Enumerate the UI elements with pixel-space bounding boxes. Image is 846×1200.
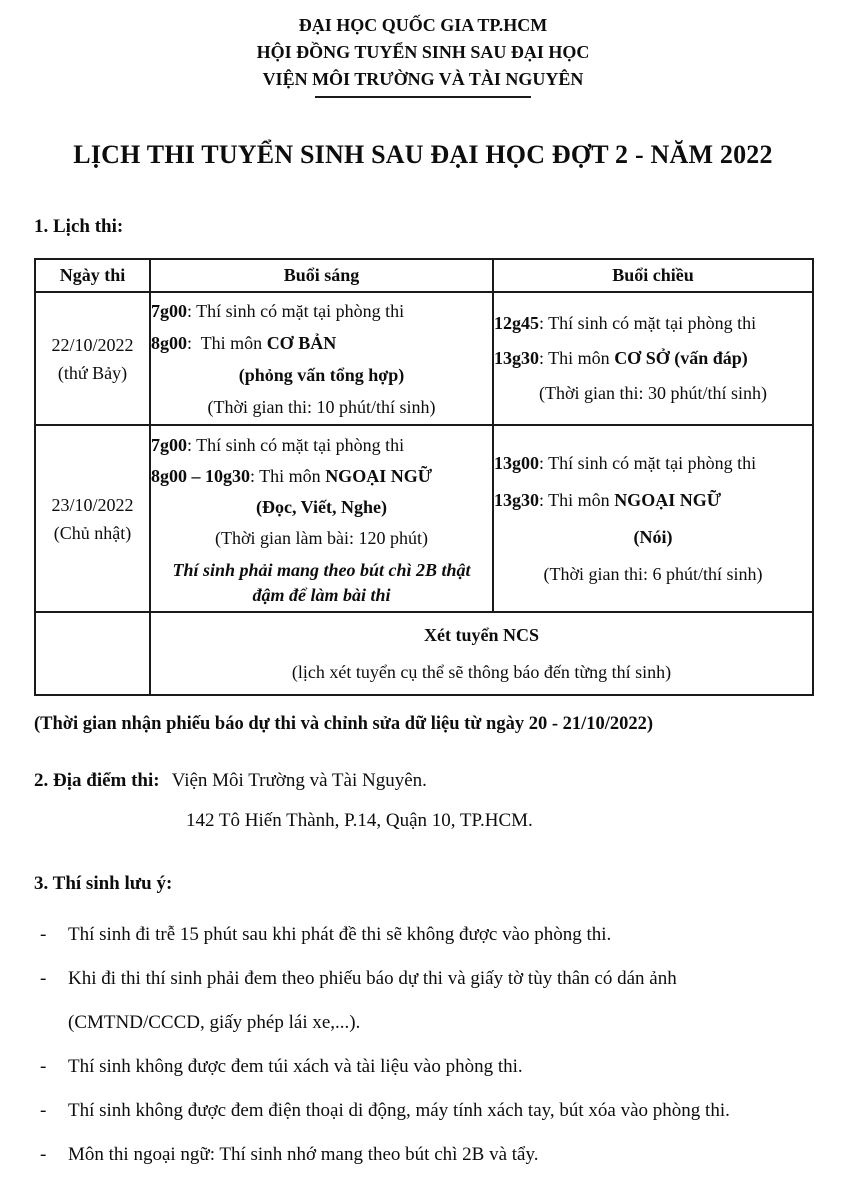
bullet-marker: - — [40, 968, 47, 989]
time-value: 13g30 — [494, 348, 539, 368]
letterhead-org-line3: VIỆN MÔI TRƯỜNG VÀ TÀI NGUYÊN — [262, 69, 584, 89]
schedule-text: : Thi môn — [539, 348, 615, 368]
weekday-value: (thứ Bảy) — [57, 362, 128, 383]
duration-note: (Thời gian làm bài: 120 phút) — [215, 527, 428, 548]
date-value: 23/10/2022 — [51, 494, 134, 515]
letterhead — [34, 12, 812, 98]
venue-name: Viện Môi Trường và Tài Nguyên. — [171, 770, 427, 791]
schedule-line — [494, 445, 812, 482]
schedule-line — [494, 482, 812, 519]
time-value: 12g45 — [494, 313, 539, 333]
schedule-line — [494, 341, 812, 376]
ncs-admission-cell — [150, 612, 813, 695]
schedule-text: : Thí sinh có mặt tại phòng thi — [187, 434, 405, 455]
bullet-marker: - — [40, 1100, 47, 1121]
ncs-title: Xét tuyển NCS — [424, 624, 539, 645]
ncs-note: (lịch xét tuyển cụ thể sẽ thông báo đến từng thí sinh) — [291, 661, 672, 682]
date-value: 22/10/2022 — [51, 334, 134, 355]
schedule-text: : Thí sinh có mặt tại phòng thi — [539, 452, 757, 473]
schedule-line — [151, 327, 492, 359]
list-item — [34, 957, 812, 1045]
morning-cell-day2 — [150, 425, 493, 612]
list-item — [34, 1133, 812, 1177]
schedule-line — [151, 295, 492, 327]
registration-period-note: (Thời gian nhận phiếu báo dự thi và chỉnh sửa dữ liệu từ ngày 20 - 21/10/2022) — [34, 714, 654, 734]
subject-name: NGOẠI NGỮ — [325, 465, 433, 486]
column-header-morning: Buổi sáng — [150, 259, 493, 292]
time-value: 7g00 — [151, 300, 187, 321]
subject-name: CƠ SỞ (vấn đáp) — [614, 348, 748, 368]
list-item — [34, 1045, 812, 1089]
empty-cell — [35, 612, 150, 695]
list-item-text: Môn thi ngoại ngữ: Thí sinh nhớ mang theo bút chì 2B và tẩy. — [68, 1144, 539, 1165]
time-value: 8g00 — [151, 332, 187, 353]
table-row-day1 — [35, 292, 813, 425]
venue-address: 142 Tô Hiến Thành, P.14, Quận 10, TP.HCM. — [186, 810, 533, 831]
time-value: 7g00 — [151, 434, 187, 455]
section2-location — [34, 761, 812, 841]
morning-cell-day1 — [150, 292, 493, 425]
schedule-line — [151, 430, 492, 461]
weekday-value: (Chủ nhật) — [53, 522, 132, 543]
date-cell-day1 — [35, 292, 150, 425]
letterhead-org-line1: ĐẠI HỌC QUỐC GIA TP.HCM — [298, 15, 548, 35]
column-header-afternoon: Buổi chiều — [493, 259, 813, 292]
pencil-reminder-note: Thí sinh phải mang theo bút chì 2B thật đậm để làm bài thi — [172, 559, 476, 605]
schedule-line — [494, 306, 812, 341]
schedule-line — [151, 461, 492, 492]
candidate-notes-list — [34, 913, 812, 1177]
date-cell-day2 — [35, 425, 150, 612]
schedule-text: : Thí sinh có mặt tại phòng thi — [539, 313, 757, 333]
list-item — [34, 1089, 812, 1133]
subject-detail: (Đọc, Viết, Nghe) — [256, 496, 387, 517]
document-title: LỊCH THI TUYỂN SINH SAU ĐẠI HỌC ĐỢT 2 - NĂM 2022 — [73, 140, 773, 169]
list-item-text: Thí sinh không được đem túi xách và tài liệu vào phòng thi. — [68, 1056, 523, 1077]
table-header-row — [35, 259, 813, 292]
duration-note: (Thời gian thi: 6 phút/thí sinh) — [543, 563, 763, 584]
time-value: 8g00 – 10g30 — [151, 465, 250, 486]
schedule-text: : Thi môn — [250, 465, 326, 486]
duration-note: (Thời gian thi: 10 phút/thí sinh) — [207, 396, 436, 417]
list-item-text: Thí sinh đi trễ 15 phút sau khi phát đề thi sẽ không được vào phòng thi. — [68, 924, 612, 945]
section2-heading: 2. Địa điểm thi: — [34, 770, 160, 791]
section1-heading: 1. Lịch thi: — [34, 216, 124, 237]
subject-name: NGOẠI NGỮ — [614, 489, 722, 510]
schedule-text: : Thi môn — [539, 489, 615, 510]
bullet-marker: - — [40, 1056, 47, 1077]
bullet-marker: - — [40, 924, 47, 945]
time-value: 13g00 — [494, 452, 539, 473]
column-header-date: Ngày thi — [35, 259, 150, 292]
letterhead-divider — [315, 96, 531, 98]
duration-note: (Thời gian thi: 30 phút/thí sinh) — [538, 383, 767, 403]
schedule-text: : Thi môn — [187, 332, 267, 353]
time-value: 13g30 — [494, 489, 539, 510]
bullet-marker: - — [40, 1144, 47, 1165]
letterhead-org-line2: HỘI ĐỒNG TUYỂN SINH SAU ĐẠI HỌC — [256, 42, 590, 62]
afternoon-cell-day1 — [493, 292, 813, 425]
list-item — [34, 913, 812, 957]
afternoon-cell-day2 — [493, 425, 813, 612]
table-row-day2 — [35, 425, 813, 612]
subject-detail: (Nói) — [633, 526, 673, 547]
subject-detail: (phỏng vấn tổng hợp) — [238, 364, 405, 385]
list-item-text: Khi đi thi thí sinh phải đem theo phiếu báo dự thi và giấy tờ tùy thân có dán ảnh (CMTND/CCCD, giấy phép lái xe,...). — [68, 968, 677, 1033]
list-item-text: Thí sinh không được đem điện thoại di động, máy tính xách tay, bút xóa vào phòng thi. — [68, 1100, 730, 1121]
subject-name: CƠ BẢN — [266, 332, 337, 353]
section3-heading: 3. Thí sinh lưu ý: — [34, 873, 173, 894]
schedule-text: : Thí sinh có mặt tại phòng thi — [187, 300, 405, 321]
exam-schedule-table — [34, 258, 814, 696]
table-row-ncs — [35, 612, 813, 695]
